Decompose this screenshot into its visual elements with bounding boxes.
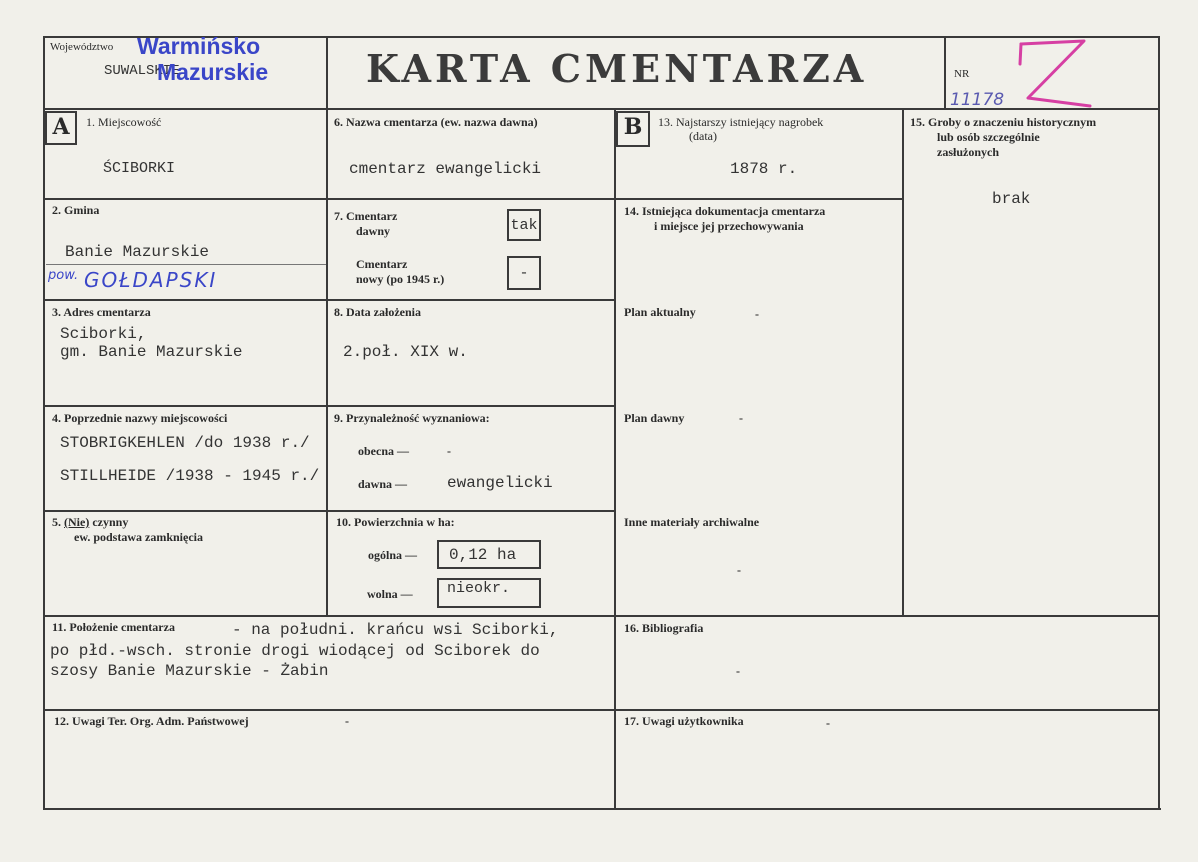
f11-value-line3: szosy Banie Mazurskie - Żabin: [50, 662, 329, 680]
frame-left: [43, 36, 45, 810]
card-title: KARTA CMENTARZA: [366, 46, 868, 91]
f15-label-line1: 15. Groby o znaczeniu historycznym: [910, 115, 1097, 129]
f6-label: 6. Nazwa cmentarza (ew. nazwa dawna): [334, 115, 538, 129]
f7-dawny-box: [507, 209, 541, 241]
f8-label: 8. Data założenia: [334, 305, 421, 319]
divider-col2: [614, 108, 616, 810]
f5-label: [52, 515, 128, 530]
frame-bottom: [43, 808, 1161, 810]
f1-label: 1. Miejscowość: [86, 115, 162, 129]
f11-label: 11. Położenie cmentarza: [52, 620, 175, 634]
stamp-line2: Mazurskie: [157, 59, 269, 85]
f13-value: 1878 r.: [730, 160, 798, 178]
f10-ogolna-value: 0,12 ha: [449, 546, 517, 564]
f2-underline: [46, 264, 326, 265]
f7-nowy-box: [507, 256, 541, 290]
f2-handwritten: GOŁDAPSKI: [84, 268, 218, 292]
divider-row3: [43, 405, 615, 407]
f5-label-line2: ew. podstawa zamknięcia: [74, 530, 203, 544]
f4-label: 4. Poprzednie nazwy miejscowości: [52, 411, 228, 425]
divider-col3: [902, 108, 904, 616]
wojewodztwo-typed: SUWALSKIE: [104, 63, 180, 79]
f9-obecna-label: obecna —: [358, 444, 409, 458]
plan-aktualny-label: Plan aktualny: [624, 305, 696, 319]
f14-label-line1: 14. Istniejąca dokumentacja cmentarza: [624, 204, 826, 218]
section-a-letter: A: [45, 111, 77, 145]
f12-label: 12. Uwagi Ter. Org. Adm. Państwowej: [54, 714, 249, 728]
plan-dawny-label: Plan dawny: [624, 411, 685, 425]
f15-label-line2: lub osób szczególnie: [937, 130, 1040, 144]
f13-label-line2: (data): [689, 129, 717, 143]
divider-row5: [43, 615, 1159, 617]
f7-dawny-label2: dawny: [356, 224, 391, 238]
f10-wolna-value: nieokr.: [447, 580, 511, 597]
divider-row6: [43, 709, 1159, 711]
f7-nowy-label2: nowy (po 1945 r.): [356, 272, 445, 286]
f9-dawna-value: ewangelicki: [447, 474, 553, 492]
plan-dawny-value: -: [739, 411, 743, 425]
plan-aktualny-value: -: [755, 307, 759, 321]
f2-handwritten-prefix: pow.: [48, 268, 79, 283]
frame-right: [1158, 36, 1160, 810]
f17-value: -: [826, 716, 830, 730]
f7-nowy-label1: Cmentarz: [356, 257, 408, 271]
f2-value: Banie Mazurskie: [65, 243, 210, 261]
f8-value: 2.poł. XIX w.: [343, 343, 468, 361]
f9-obecna-value: -: [447, 444, 451, 458]
f5-label-strike: (Nie): [64, 515, 90, 529]
f15-label-line3: zasłużonych: [937, 145, 1000, 159]
stamp-line1: Warmińsko: [137, 33, 261, 59]
f10-ogolna-box: [437, 540, 541, 569]
f1-value: ŚCIBORKI: [103, 160, 176, 177]
f4-value-line1: STOBRIGKEHLEN /do 1938 r./: [60, 434, 310, 452]
f7-dawny-label1: 7. Cmentarz: [334, 209, 398, 223]
f2-label: 2. Gmina: [52, 203, 100, 217]
wojewodztwo-label: Województwo: [50, 41, 114, 53]
inne-label: Inne materiały archiwalne: [624, 515, 760, 529]
f11-value-line2: po płd.-wsch. stronie drogi wiodącej od Sciborek do: [50, 642, 540, 660]
f17-label: 17. Uwagi użytkownika: [624, 714, 744, 728]
nr-label: NR: [954, 68, 970, 80]
nr-mark: [1016, 38, 1096, 112]
divider-row2: [43, 299, 615, 301]
f9-dawna-label: dawna —: [358, 477, 408, 491]
f5-label-prefix: 5.: [52, 515, 61, 529]
divider-col1: [326, 36, 328, 616]
f10-ogolna-label: ogólna —: [368, 548, 418, 562]
divider-row4: [43, 510, 615, 512]
f3-value-line2: gm. Banie Mazurskie: [60, 343, 243, 361]
f9-label: 9. Przynależność wyznaniowa:: [334, 411, 490, 425]
f3-label: 3. Adres cmentarza: [52, 305, 151, 319]
inne-value: -: [737, 563, 741, 577]
f10-wolna-label: wolna —: [367, 587, 413, 601]
f15-value: brak: [992, 190, 1031, 208]
f10-wolna-box: [437, 578, 541, 608]
divider-nr: [944, 36, 946, 110]
f16-value: -: [736, 664, 740, 678]
f7-dawny-value: tak: [510, 217, 538, 234]
f12-value: -: [345, 714, 349, 728]
divider-row1b: [614, 198, 903, 200]
f10-label: 10. Powierzchnia w ha:: [336, 515, 455, 529]
f11-value-line1: - na południ. krańcu wsi Sciborki,: [232, 621, 559, 639]
f4-value-line2: STILLHEIDE /1938 - 1945 r./: [60, 467, 320, 485]
f14-label-line2: i miejsce jej przechowywania: [654, 219, 804, 233]
nr-handwritten: 11178: [950, 90, 1005, 110]
f6-value: cmentarz ewangelicki: [349, 160, 542, 178]
section-b-letter: B: [616, 111, 650, 147]
f3-value-line1: Sciborki,: [60, 325, 147, 343]
f5-label-rest: czynny: [92, 515, 129, 529]
divider-row1: [43, 198, 615, 200]
f13-label-line1: 13. Najstarszy istniejący nagrobek: [658, 115, 824, 129]
f7-nowy-value: -: [519, 265, 529, 282]
f16-label: 16. Bibliografia: [624, 621, 704, 635]
